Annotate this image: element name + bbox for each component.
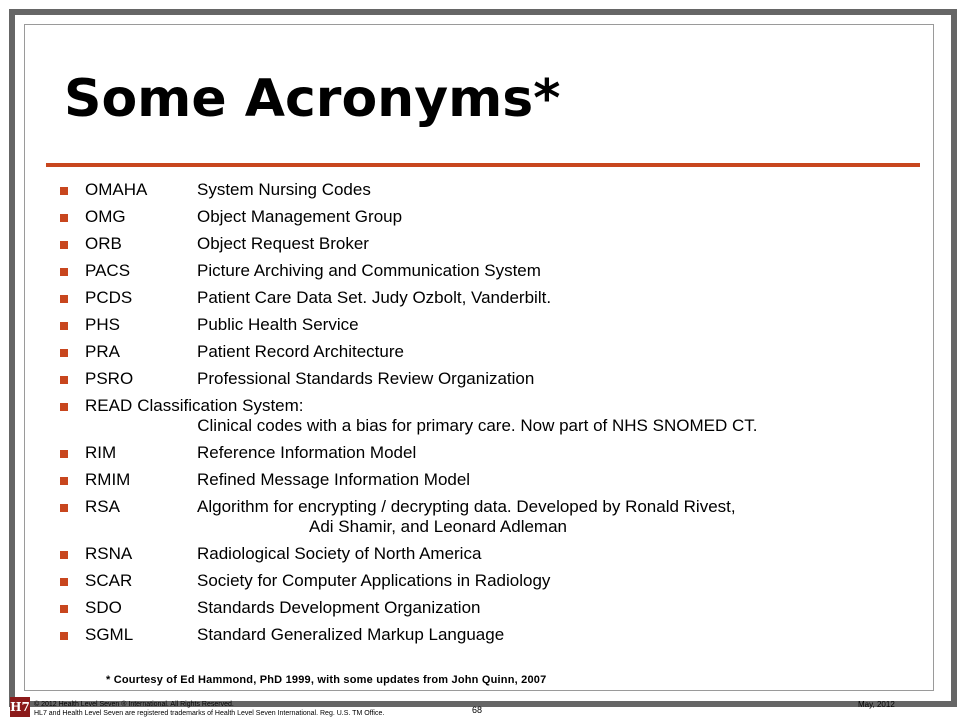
bullet-icon bbox=[60, 322, 68, 330]
bullet-icon bbox=[60, 403, 68, 411]
slide-title: Some Acronyms* bbox=[64, 69, 561, 129]
bullet-icon bbox=[60, 605, 68, 613]
acronym-item bbox=[60, 207, 920, 227]
acronym-list bbox=[60, 180, 920, 652]
acronym-definition bbox=[197, 598, 920, 618]
acronym-item bbox=[60, 571, 920, 591]
copyright-notice bbox=[34, 700, 384, 718]
footnote: * Courtesy of Ed Hammond, PhD 1999, with some updates from John Quinn, 2007 bbox=[106, 674, 547, 686]
acronym-item bbox=[60, 443, 920, 463]
acronym-abbr: SCAR bbox=[85, 571, 133, 590]
acronym-definition bbox=[197, 571, 920, 591]
bullet-icon bbox=[60, 187, 68, 195]
acronym-definition-line: Public Health Service bbox=[197, 315, 359, 334]
acronym-item bbox=[60, 234, 920, 254]
acronym-item bbox=[60, 497, 920, 537]
acronym-abbr: READ bbox=[85, 396, 133, 415]
copyright-line-2: HL7 and Health Level Seven are registered trademarks of Health Level Seven International. Reg. U.S. TM Office. bbox=[34, 710, 385, 717]
acronym-abbr: ORB bbox=[85, 234, 122, 253]
acronym-item bbox=[60, 315, 920, 335]
bullet-icon bbox=[60, 295, 68, 303]
acronym-item bbox=[60, 625, 920, 645]
acronym-item bbox=[60, 396, 920, 436]
bullet-icon bbox=[60, 268, 68, 276]
acronym-definition-line: Refined Message Information Model bbox=[197, 470, 471, 489]
acronym-definition-line: Patient Care Data Set. Judy Ozbolt, Vanderbilt. bbox=[197, 288, 552, 307]
bullet-icon bbox=[60, 349, 68, 357]
acronym-definition bbox=[137, 396, 920, 436]
acronym-definition bbox=[197, 369, 920, 389]
acronym-definition-line: Standard Generalized Markup Language bbox=[197, 625, 505, 644]
acronym-definition bbox=[197, 288, 920, 308]
acronym-definition-line: Object Management Group bbox=[197, 207, 403, 226]
acronym-item bbox=[60, 470, 920, 490]
acronym-item bbox=[60, 544, 920, 564]
bullet-icon bbox=[60, 477, 68, 485]
acronym-definition-line: Reference Information Model bbox=[197, 443, 417, 462]
acronym-abbr: PCDS bbox=[85, 288, 133, 307]
acronym-definition bbox=[197, 544, 920, 564]
acronym-definition bbox=[197, 234, 920, 254]
bullet-icon bbox=[60, 376, 68, 384]
acronym-item bbox=[60, 342, 920, 362]
acronym-definition-line: Standards Development Organization bbox=[197, 598, 481, 617]
acronym-definition-line: Radiological Society of North America bbox=[197, 544, 482, 563]
acronym-definition-line: Patient Record Architecture bbox=[197, 342, 404, 361]
bullet-icon bbox=[60, 632, 68, 640]
acronym-item bbox=[60, 598, 920, 618]
bullet-icon bbox=[60, 214, 68, 222]
bullet-icon bbox=[60, 241, 68, 249]
acronym-abbr: PSRO bbox=[85, 369, 134, 388]
acronym-abbr: SGML bbox=[85, 625, 134, 644]
acronym-abbr: OMG bbox=[85, 207, 126, 226]
acronym-item bbox=[60, 288, 920, 308]
acronym-definition-continuation: Adi Shamir, and Leonard Adleman bbox=[309, 517, 568, 536]
acronym-abbr: RSNA bbox=[85, 544, 133, 563]
acronym-definition-line: Professional Standards Review Organization bbox=[197, 369, 535, 388]
acronym-definition-line: Object Request Broker bbox=[197, 234, 369, 253]
acronym-definition bbox=[197, 180, 920, 200]
acronym-abbr: PACS bbox=[85, 261, 131, 280]
acronym-abbr: PHS bbox=[85, 315, 120, 334]
hl7-logo: H7 bbox=[10, 697, 30, 717]
acronym-definition-line: Classification System: bbox=[137, 396, 304, 415]
acronym-item bbox=[60, 369, 920, 389]
acronym-definition bbox=[197, 443, 920, 463]
acronym-definition bbox=[197, 497, 920, 537]
acronym-abbr: RIM bbox=[85, 443, 117, 462]
acronym-item bbox=[60, 261, 920, 281]
acronym-abbr: SDO bbox=[85, 598, 122, 617]
acronym-definition bbox=[197, 261, 920, 281]
bullet-icon bbox=[60, 551, 68, 559]
page-number: 68 bbox=[472, 705, 483, 715]
acronym-definition-line: Algorithm for encrypting / decrypting data. Developed by Ronald Rivest, bbox=[197, 497, 736, 516]
title-divider bbox=[46, 163, 920, 167]
acronym-item bbox=[60, 180, 920, 200]
acronym-definition bbox=[197, 625, 920, 645]
bullet-icon bbox=[60, 578, 68, 586]
bullet-icon bbox=[60, 504, 68, 512]
acronym-definition-line: Picture Archiving and Communication System bbox=[197, 261, 541, 280]
acronym-abbr: OMAHA bbox=[85, 180, 148, 199]
acronym-definition-line: System Nursing Codes bbox=[197, 180, 371, 199]
acronym-definition bbox=[197, 207, 920, 227]
acronym-definition bbox=[197, 315, 920, 335]
footer-date: May, 2012 bbox=[858, 700, 895, 709]
acronym-abbr: RMIM bbox=[85, 470, 131, 489]
acronym-definition-continuation: Clinical codes with a bias for primary care. Now part of NHS SNOMED CT. bbox=[197, 416, 758, 435]
acronym-definition bbox=[197, 470, 920, 490]
acronym-definition bbox=[197, 342, 920, 362]
acronym-definition-line: Society for Computer Applications in Radiology bbox=[197, 571, 551, 590]
acronym-abbr: RSA bbox=[85, 497, 120, 516]
acronym-abbr: PRA bbox=[85, 342, 120, 361]
bullet-icon bbox=[60, 450, 68, 458]
copyright-line-1: © 2012 Health Level Seven ® International. All Rights Reserved. bbox=[34, 701, 234, 708]
